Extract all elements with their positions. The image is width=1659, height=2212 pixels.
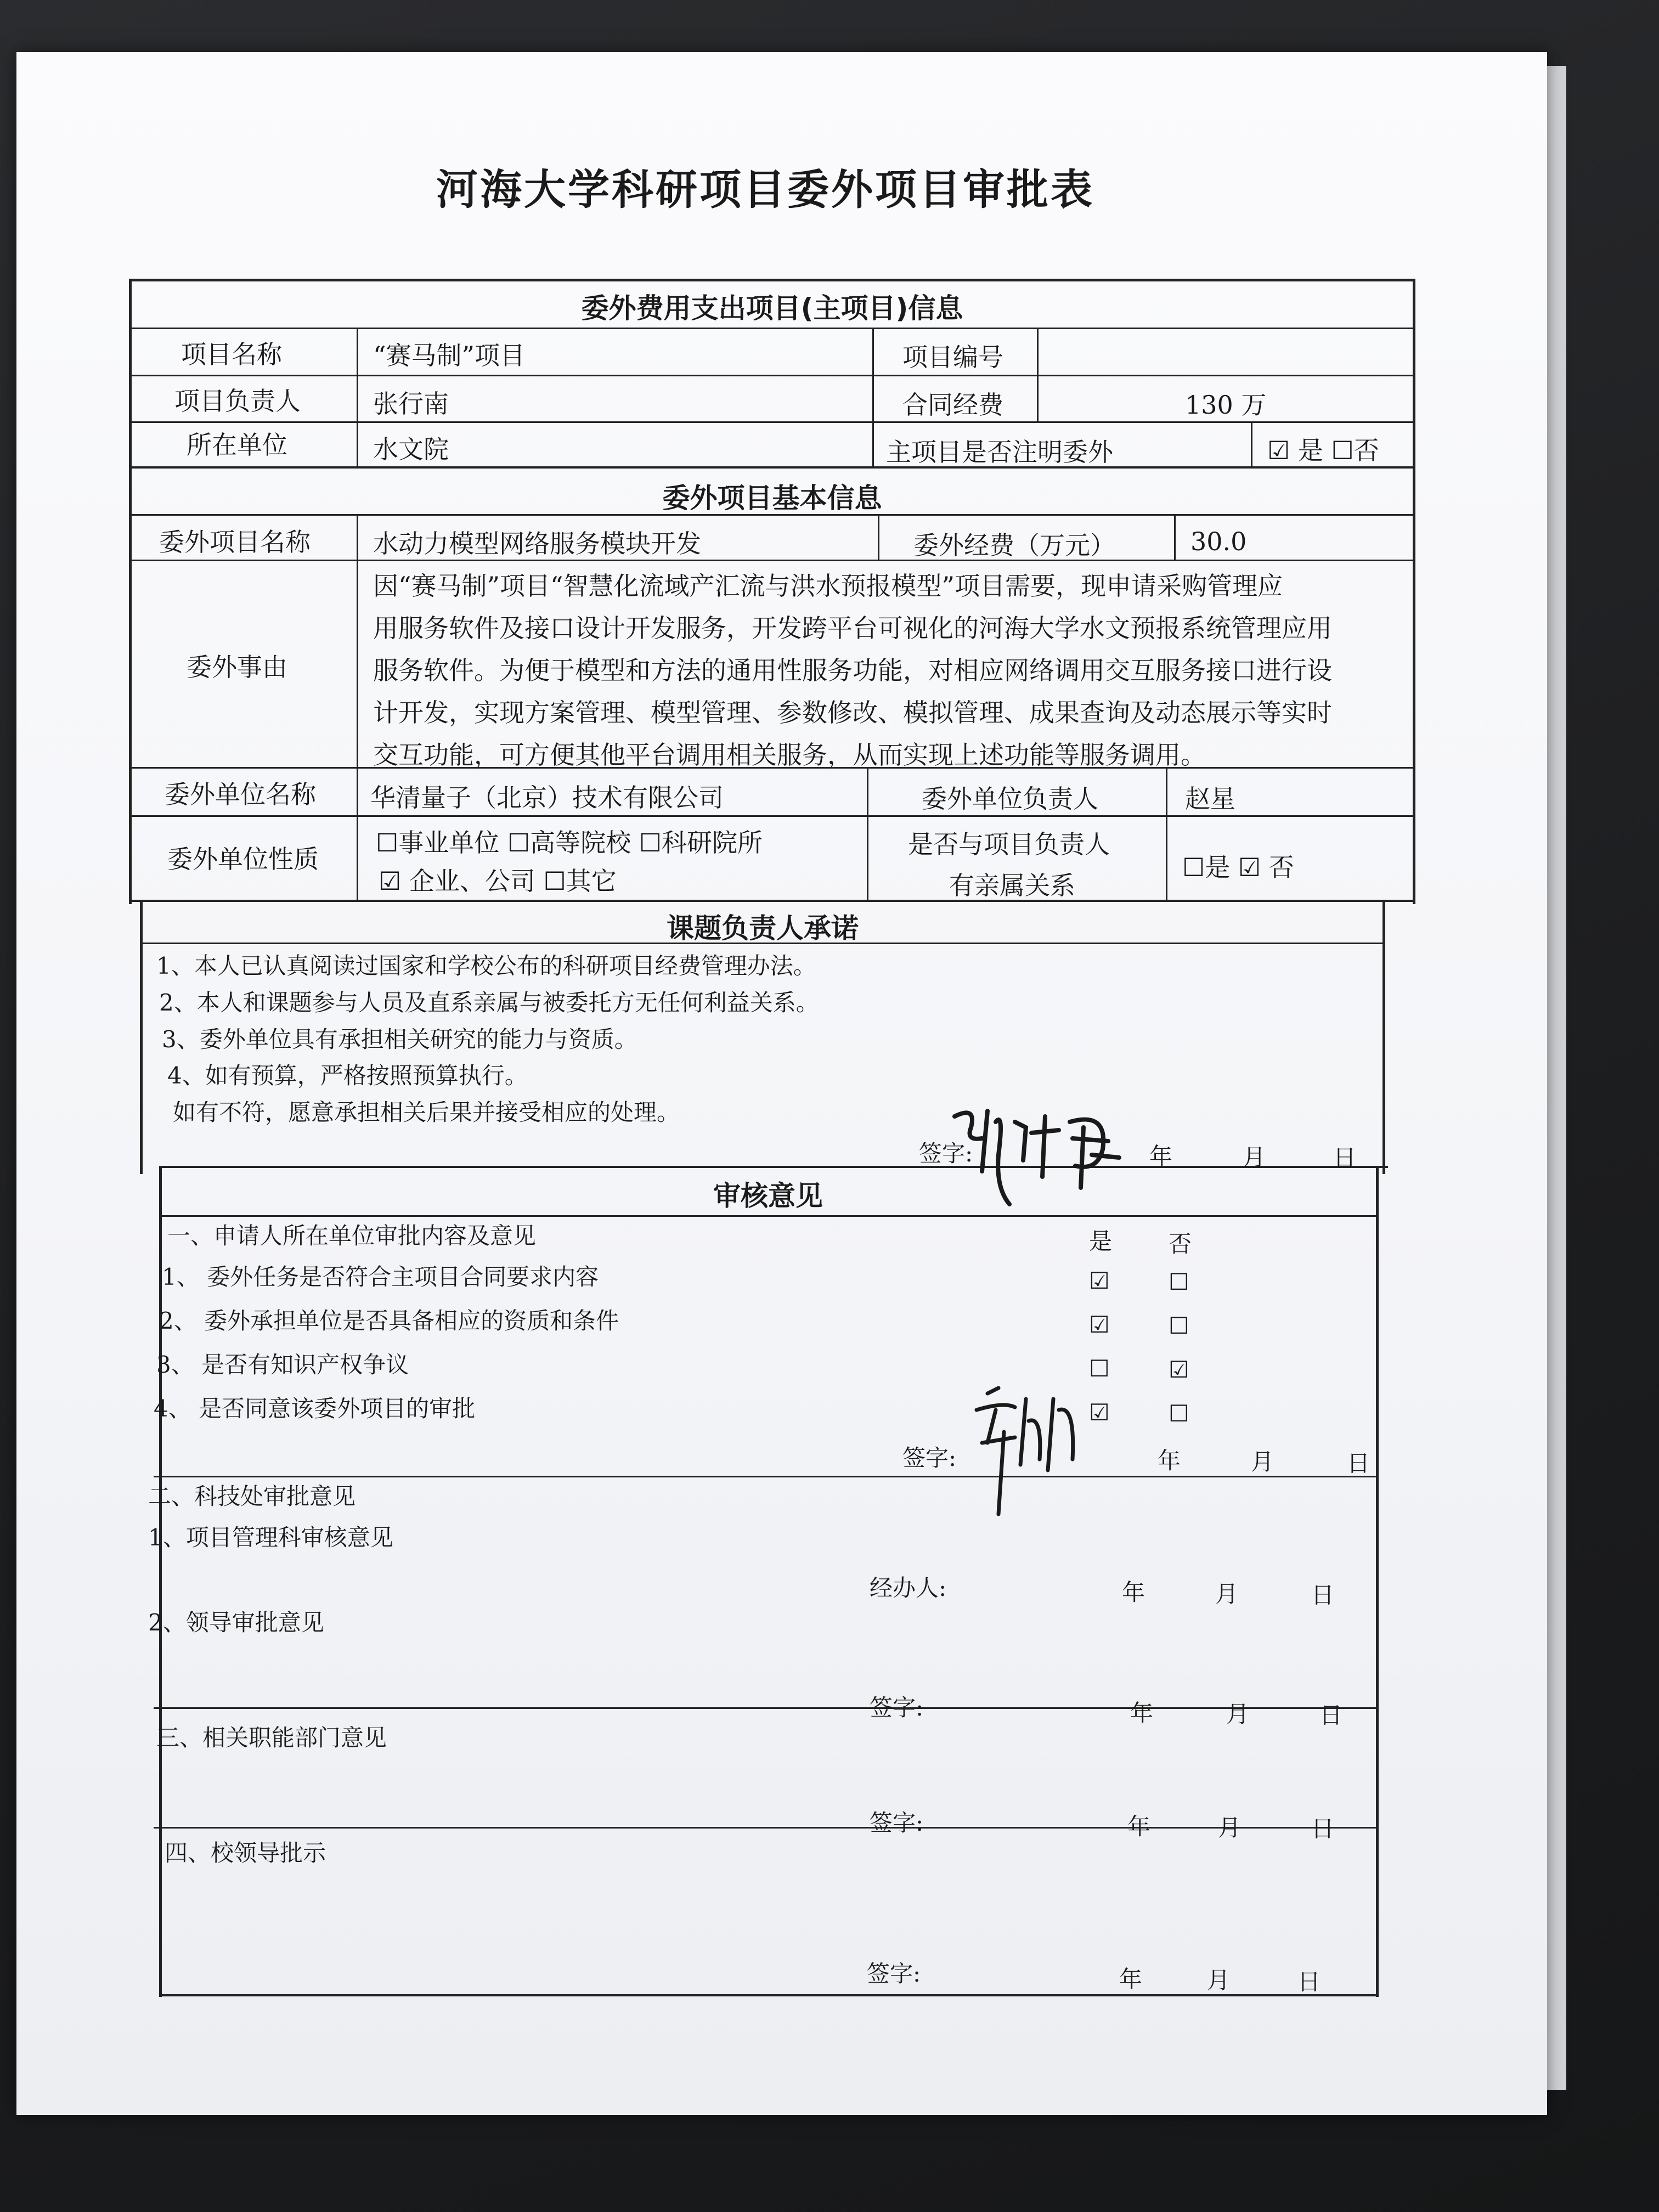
q2-yes-checkbox[interactable]: ☑ bbox=[1089, 1311, 1110, 1338]
q2-no-checkbox[interactable]: ☐ bbox=[1169, 1312, 1189, 1339]
project-no-label: 项目编号 bbox=[902, 342, 1003, 372]
section2-heading: 委外项目基本信息 bbox=[662, 482, 882, 514]
outsource-fund-label: 委外经费（万元） bbox=[913, 531, 1115, 560]
relation-checkboxes[interactable]: ☐是 ☑ 否 bbox=[1182, 853, 1294, 882]
reason-text bbox=[373, 565, 1410, 776]
handler-day: 日 bbox=[1311, 1582, 1335, 1609]
review-day: 日 bbox=[1347, 1450, 1370, 1477]
dept-month: 月 bbox=[1218, 1814, 1242, 1841]
relation-label-1: 是否与项目负责人 bbox=[908, 830, 1110, 859]
handler-month: 月 bbox=[1215, 1581, 1239, 1607]
unit-value: 水文院 bbox=[373, 435, 449, 464]
relation-label-2: 有亲属关系 bbox=[949, 871, 1075, 900]
part3-title: 三、相关职能部门意见 bbox=[156, 1724, 387, 1751]
review-month: 月 bbox=[1251, 1448, 1274, 1475]
president-sign-label: 签字: bbox=[867, 1960, 921, 1987]
review-handwritten-signature bbox=[966, 1377, 1108, 1520]
unit-label: 所在单位 bbox=[187, 430, 287, 460]
unit-leader-label: 委外单位负责人 bbox=[922, 784, 1098, 814]
pledge-sign-label: 签字: bbox=[919, 1140, 973, 1167]
pledge-item: 如有不符，愿意承担相关后果并接受相应的处理。 bbox=[173, 1099, 680, 1126]
reason-label: 委外事由 bbox=[187, 652, 287, 682]
outsource-fund-value: 30.0 bbox=[1190, 527, 1247, 556]
section3-heading: 课题负责人承诺 bbox=[667, 912, 859, 944]
nature-label: 委外单位性质 bbox=[167, 844, 319, 874]
contract-fund-value: 130 万 bbox=[1185, 390, 1267, 420]
part1-title: 一、申请人所在单位审批内容及意见 bbox=[167, 1222, 537, 1249]
section4-heading: 审核意见 bbox=[713, 1180, 823, 1212]
leader-sign-label: 签字: bbox=[870, 1694, 924, 1721]
part2-item1: 1、项目管理科审核意见 bbox=[148, 1524, 393, 1551]
pledge-month: 月 bbox=[1243, 1144, 1266, 1171]
review-question: 4、 是否同意该委外项目的审批 bbox=[154, 1395, 476, 1422]
part2-title: 二、科技处审批意见 bbox=[148, 1483, 356, 1510]
q4-yes-checkbox[interactable]: ☑ bbox=[1089, 1399, 1110, 1426]
outsource-name-label: 委外项目名称 bbox=[159, 527, 311, 557]
pledge-item: 4、如有预算，严格按照预算执行。 bbox=[167, 1062, 528, 1089]
pledge-item: 2、本人和课题参与人员及直系亲属与被委托方无任何利益关系。 bbox=[159, 989, 819, 1016]
reason-line: 服务软件。为便于模型和方法的通用性服务功能，对相应网络调用交互服务接口进行设 bbox=[373, 656, 1332, 685]
section1-heading: 委外费用支出项目(主项目)信息 bbox=[581, 292, 963, 324]
part2-item2: 2、领导审批意见 bbox=[148, 1609, 324, 1636]
outsource-name-value: 水动力模型网络服务模块开发 bbox=[373, 529, 701, 558]
reason-line: 计开发，实现方案管理、模型管理、参数修改、模拟管理、成果查询及动态展示等实时 bbox=[373, 698, 1332, 727]
leader-day: 日 bbox=[1319, 1702, 1343, 1729]
handler-year: 年 bbox=[1122, 1579, 1146, 1606]
q1-no-checkbox[interactable]: ☐ bbox=[1169, 1268, 1189, 1295]
outsource-note-label: 主项目是否注明委外 bbox=[886, 437, 1113, 467]
form-title: 河海大学科研项目委外项目审批表 bbox=[436, 165, 1094, 214]
pledge-item: 3、委外单位具有承担相关研究的能力与资质。 bbox=[162, 1026, 637, 1053]
reason-line: 因“赛马制”项目“智慧化流域产汇流与洪水预报模型”项目需要，现申请采购管理应 bbox=[373, 571, 1283, 601]
leader-year: 年 bbox=[1130, 1700, 1154, 1726]
dept-sign-label: 签字: bbox=[870, 1809, 924, 1836]
project-name-value: “赛马制”项目 bbox=[373, 341, 526, 370]
q3-yes-checkbox[interactable]: ☐ bbox=[1089, 1355, 1110, 1382]
unit-name-value: 华清量子（北京）技术有限公司 bbox=[370, 783, 724, 812]
q3-no-checkbox[interactable]: ☑ bbox=[1169, 1356, 1189, 1383]
review-year: 年 bbox=[1158, 1447, 1181, 1474]
reason-line: 交互功能，可方便其他平台调用相关服务，从而实现上述功能等服务调用。 bbox=[373, 740, 1206, 770]
review-question: 1、 委外任务是否符合主项目合同要求内容 bbox=[162, 1263, 599, 1290]
pledge-day: 日 bbox=[1333, 1144, 1357, 1171]
pledge-item: 1、本人已认真阅读过国家和学校公布的科研项目经费管理办法。 bbox=[156, 952, 816, 979]
no-column-label: 否 bbox=[1169, 1231, 1192, 1257]
dept-day: 日 bbox=[1311, 1815, 1335, 1842]
leader-month: 月 bbox=[1226, 1701, 1250, 1728]
unit-name-label: 委外单位名称 bbox=[165, 780, 316, 809]
handler-label: 经办人: bbox=[870, 1575, 947, 1601]
nature-options-row2[interactable]: ☑ 企业、公司 ☐其它 bbox=[379, 866, 617, 896]
project-name-label: 项目名称 bbox=[181, 340, 282, 369]
q4-no-checkbox[interactable]: ☐ bbox=[1169, 1400, 1189, 1427]
review-question: 3、 是否有知识产权争议 bbox=[156, 1351, 409, 1378]
president-month: 月 bbox=[1207, 1967, 1231, 1994]
president-year: 年 bbox=[1119, 1966, 1143, 1993]
pledge-year: 年 bbox=[1149, 1143, 1173, 1170]
review-question: 2、 委外承担单位是否具备相应的资质和条件 bbox=[159, 1307, 619, 1334]
leader-value: 张行南 bbox=[373, 389, 449, 419]
outsource-note-checkboxes[interactable]: ☑ 是 ☐否 bbox=[1267, 436, 1379, 465]
unit-leader-value: 赵星 bbox=[1185, 784, 1235, 814]
leader-label: 项目负责人 bbox=[174, 386, 301, 416]
part4-title: 四、校领导批示 bbox=[165, 1839, 326, 1866]
q1-yes-checkbox[interactable]: ☑ bbox=[1089, 1267, 1110, 1294]
dept-year: 年 bbox=[1127, 1813, 1151, 1840]
contract-fund-label: 合同经费 bbox=[902, 390, 1003, 420]
review-sign-label: 签字: bbox=[902, 1444, 957, 1471]
president-day: 日 bbox=[1297, 1968, 1321, 1995]
yes-column-label: 是 bbox=[1089, 1228, 1113, 1255]
reason-line: 用服务软件及接口设计开发服务，开发跨平台可视化的河海大学水文预报系统管理应用 bbox=[373, 613, 1332, 643]
nature-options-row1[interactable]: ☐事业单位 ☐高等院校 ☐科研院所 bbox=[376, 828, 763, 857]
